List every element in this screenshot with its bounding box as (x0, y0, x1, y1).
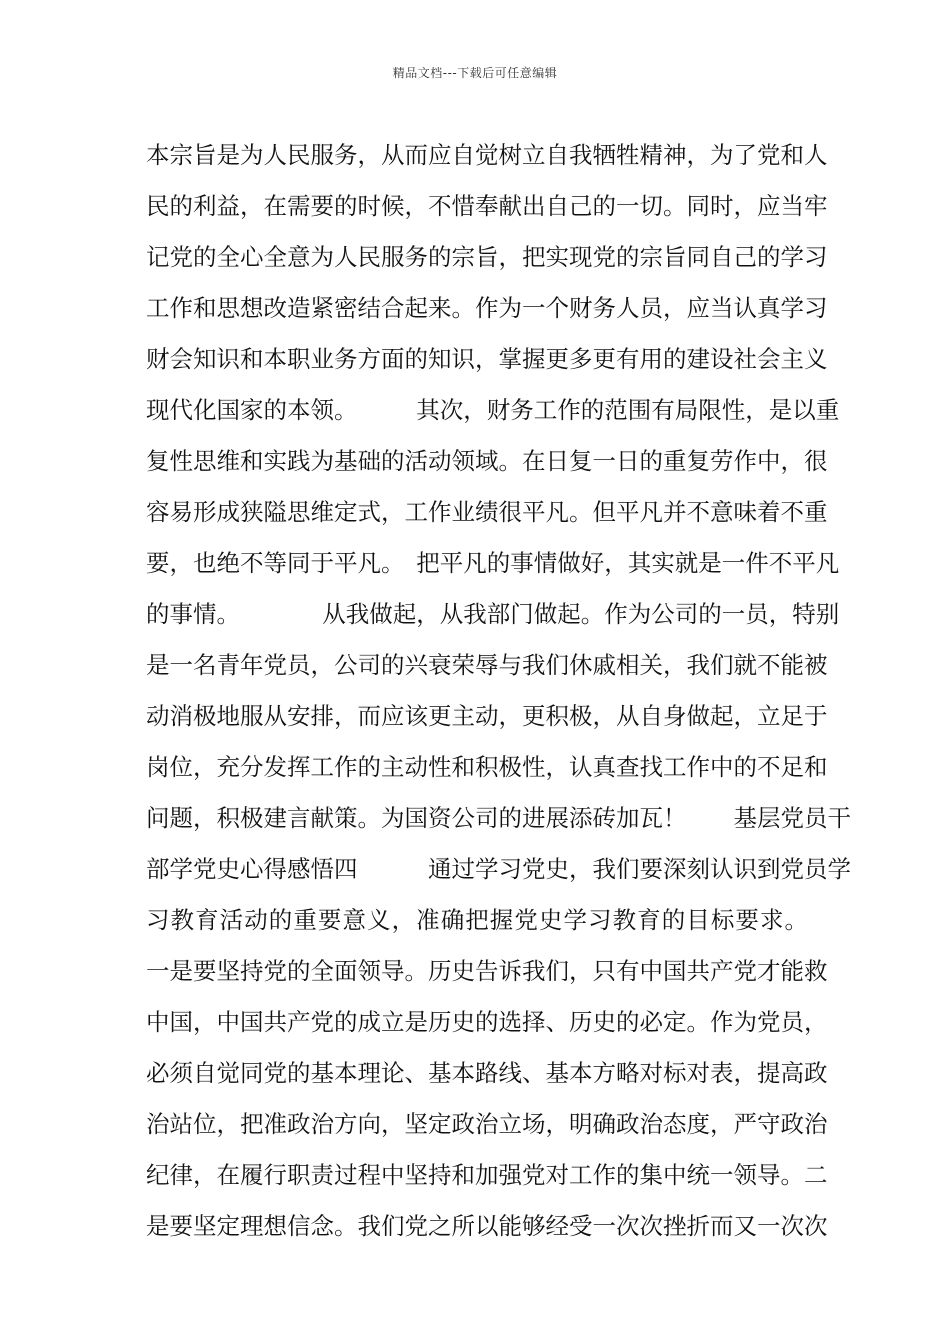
paragraph-line: 岗位，充分发挥工作的主动性和积极性，认真查找工作中的不足和 (146, 753, 828, 781)
paragraph-line: 动消极地服从安排，而应该更主动，更积极，从自身做起，立足于 (146, 702, 828, 730)
paragraph-line: 民的利益，在需要的时候，不惜奉献出自己的一切。同时，应当牢 (146, 192, 828, 220)
paragraph-line: 是要坚定理想信念。我们党之所以能够经受一次次挫折而又一次次 (146, 1212, 828, 1240)
document-body (146, 130, 851, 1252)
paragraph-line: 现代化国家的本领。 其次，财务工作的范围有局限性，是以重 (146, 396, 840, 424)
paragraph-line: 纪律，在履行职责过程中坚持和加强党对工作的集中统一领导。二 (146, 1161, 828, 1189)
paragraph-line: 是一名青年党员，公司的兴衰荣辱与我们休戚相关，我们就不能被 (146, 651, 828, 679)
paragraph-line: 部学党史心得感悟四 通过学习党史，我们要深刻认识到党员学 (146, 855, 851, 883)
paragraph-line: 工作和思想改造紧密结合起来。作为一个财务人员，应当认真学习 (146, 294, 828, 322)
paragraph-line: 复性思维和实践为基础的活动领域。在日复一日的重复劳作中，很 (146, 447, 828, 475)
paragraph-line: 中国，中国共产党的成立是历史的选择、历史的必定。作为党员， (146, 1008, 828, 1036)
paragraph-line: 记党的全心全意为人民服务的宗旨，把实现党的宗旨同自己的学习 (146, 243, 828, 271)
paragraph-line: 问题，积极建言献策。为国资公司的进展添砖加瓦！ 基层党员干 (146, 804, 851, 832)
paragraph-line: 一是要坚持党的全面领导。历史告诉我们，只有中国共产党才能救 (146, 957, 828, 985)
paragraph-line: 习教育活动的重要意义，准确把握党史学习教育的目标要求。 (146, 906, 808, 934)
paragraph-line: 的事情。 从我做起，从我部门做起。作为公司的一员，特别 (146, 600, 840, 628)
paragraph-line: 本宗旨是为人民服务，从而应自觉树立自我牺牲精神，为了党和人 (146, 141, 828, 169)
page-header: 精品文档---下载后可任意编辑 (392, 66, 558, 80)
paragraph-line: 要，也绝不等同于平凡。 把平凡的事情做好，其实就是一件不平凡 (146, 549, 840, 577)
paragraph-line: 财会知识和本职业务方面的知识，掌握更多更有用的建设社会主义 (146, 345, 828, 373)
paragraph-line: 必须自觉同党的基本理论、基本路线、基本方略对标对表，提高政 (146, 1059, 828, 1087)
paragraph-line: 治站位，把准政治方向，坚定政治立场，明确政治态度，严守政治 (146, 1110, 828, 1138)
paragraph-line: 容易形成狭隘思维定式，工作业绩很平凡。但平凡并不意味着不重 (146, 498, 828, 526)
